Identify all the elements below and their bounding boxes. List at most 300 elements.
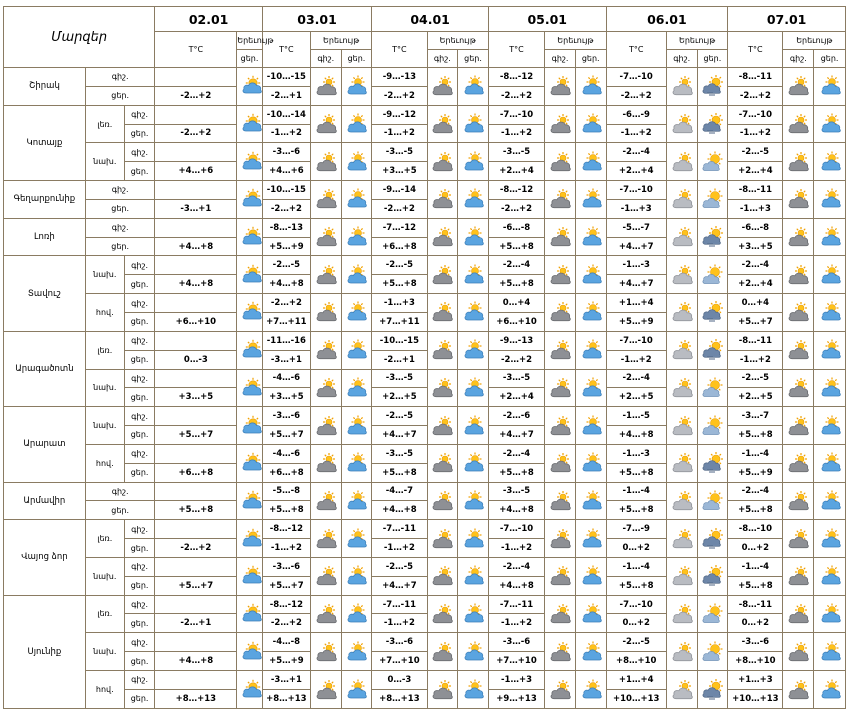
weather-icon: [239, 680, 261, 700]
weather-icon: [819, 340, 841, 360]
weather-day-cell: [575, 143, 606, 181]
weather-icon: [315, 566, 337, 586]
weather-icon: [431, 152, 453, 172]
weather-day-cell: [458, 595, 489, 633]
temp-day: +3…+5: [155, 388, 237, 407]
weather-day-cell: [575, 331, 606, 369]
weather-icon: [239, 529, 261, 549]
period-day-label: ցեր.: [124, 539, 155, 558]
weather-icon: [549, 114, 571, 134]
temp-night: -7…-11: [372, 520, 427, 539]
weather-icon: [787, 566, 809, 586]
weather-night-cell: [310, 331, 341, 369]
weather-night-cell: [545, 444, 576, 482]
temp-day: +2…+5: [606, 388, 666, 407]
weather-icon: [239, 227, 261, 247]
weather-day-cell: [458, 181, 489, 219]
period-night-label: գիշ.: [124, 407, 155, 426]
temp-night: -1…-4: [606, 557, 666, 576]
region-name: Վայոց ձոր: [4, 520, 86, 595]
temp-day: +6…+10: [488, 312, 544, 331]
table-row: [4, 331, 846, 350]
weather-night-cell: [427, 520, 458, 558]
temp-night: -1…-4: [728, 444, 783, 463]
weather-night-cell: [310, 520, 341, 558]
temp-night: -8…-11: [728, 181, 783, 200]
temp-night: -6…-9: [606, 105, 666, 124]
temp-night: -4…-6: [262, 369, 310, 388]
temp-night: [155, 105, 237, 124]
weather-icon: [580, 340, 602, 360]
weather-night-cell: [783, 407, 814, 445]
temp-day: -1…+2: [372, 124, 427, 143]
weather-icon: [819, 566, 841, 586]
weather-day-cell: [575, 444, 606, 482]
temp-night: -8…-11: [728, 595, 783, 614]
weather-icon: [819, 529, 841, 549]
temp-day: +4…+8: [606, 426, 666, 445]
weather-day-cell: [458, 105, 489, 143]
weather-icon: [580, 529, 602, 549]
weather-day-cell: [575, 218, 606, 256]
weather-icon: [580, 604, 602, 624]
weather-day-cell: [575, 294, 606, 332]
weather-icon: [431, 491, 453, 511]
period-day-label: ցեր.: [124, 614, 155, 633]
temp-night: [155, 369, 237, 388]
table-row: [4, 369, 846, 388]
weather-icon: [549, 566, 571, 586]
weather-icon: [671, 114, 693, 134]
weather-icon: [315, 642, 337, 662]
weather-night-cell: [427, 444, 458, 482]
weather-icon: [671, 604, 693, 624]
weather-night-cell: [666, 633, 697, 671]
temp-day: +4…+7: [488, 426, 544, 445]
weather-day-cell: [575, 520, 606, 558]
date-header: 04.01: [372, 7, 489, 32]
table-header: [4, 7, 846, 68]
weather-icon: [431, 453, 453, 473]
weather-icon: [701, 604, 723, 624]
temp-day: +8…+10: [606, 652, 666, 671]
temp-header: T°C: [372, 32, 427, 68]
period-night-label: գիշ.: [85, 218, 155, 237]
weather-night-cell: [783, 369, 814, 407]
weather-cell: [237, 105, 263, 143]
weather-icon: [671, 265, 693, 285]
temp-day: +5…+8: [372, 463, 427, 482]
temp-day: +4…+8: [155, 275, 237, 294]
temp-day: +10…+13: [728, 689, 783, 708]
weather-night-cell: [427, 482, 458, 520]
weather-day-cell: [341, 444, 372, 482]
temp-header: T°C: [262, 32, 310, 68]
temp-night: [155, 181, 237, 200]
forecast-table: [3, 6, 846, 709]
weather-icon: [549, 302, 571, 322]
temp-night: -6…-8: [728, 218, 783, 237]
region-name: Արմավիր: [4, 482, 86, 520]
temp-day: +6…+8: [372, 237, 427, 256]
weather-icon: [462, 491, 484, 511]
temp-night: -9…-13: [372, 68, 427, 87]
weather-day-cell: [575, 181, 606, 219]
weather-icon: [671, 680, 693, 700]
weather-day-cell: [697, 294, 728, 332]
weather-night-cell: [310, 218, 341, 256]
weather-icon: [462, 152, 484, 172]
temp-day: -1…+2: [262, 124, 310, 143]
table-row: [4, 143, 846, 162]
period-day-label: ցեր.: [124, 312, 155, 331]
temp-night: -3…-6: [262, 407, 310, 426]
weather-night-cell: [783, 633, 814, 671]
weather-day-cell: [341, 482, 372, 520]
temp-night: -2…-5: [606, 633, 666, 652]
temp-day: +3…+5: [372, 162, 427, 181]
period-day-label: ցեր.: [124, 576, 155, 595]
period-day-label: ցեր.: [124, 275, 155, 294]
weather-cell: [237, 407, 263, 445]
temp-day: +4…+7: [606, 237, 666, 256]
weather-icon: [239, 378, 261, 398]
weather-cell: [237, 444, 263, 482]
weather-icon: [431, 76, 453, 96]
temp-night: -9…-12: [372, 105, 427, 124]
weather-icon: [462, 453, 484, 473]
weather-icon: [315, 416, 337, 436]
weather-icon: [671, 529, 693, 549]
weather-icon: [462, 416, 484, 436]
weather-icon: [315, 265, 337, 285]
weather-cell: [237, 557, 263, 595]
weather-day-cell: [341, 294, 372, 332]
zone-label: հով.: [85, 294, 124, 332]
temp-night: -8…-12: [488, 68, 544, 87]
period-night-label: գիշ.: [124, 595, 155, 614]
weather-day-cell: [814, 633, 846, 671]
weather-night-cell: [666, 557, 697, 595]
weather-night-cell: [545, 407, 576, 445]
table-row: [4, 595, 846, 614]
temp-night: -8…-12: [262, 595, 310, 614]
weather-day-cell: [458, 294, 489, 332]
weather-icon: [671, 189, 693, 209]
weather-icon: [431, 340, 453, 360]
weather-night-cell: [783, 68, 814, 106]
temp-night: [155, 331, 237, 350]
weather-icon: [239, 566, 261, 586]
temp-night: -10…-15: [262, 181, 310, 200]
weather-night-cell: [310, 143, 341, 181]
temp-day: +2…+4: [728, 162, 783, 181]
temp-day: -2…+2: [488, 86, 544, 105]
period-night-label: գիշ.: [124, 633, 155, 652]
weather-icon: [819, 453, 841, 473]
temp-day: +5…+8: [728, 501, 783, 520]
table-row: [4, 444, 846, 463]
weather-icon: [462, 378, 484, 398]
weather-icon: [431, 566, 453, 586]
weather-cell: [237, 595, 263, 633]
weather-icon: [671, 227, 693, 247]
weather-icon: [701, 265, 723, 285]
phenomena-day-header: ցեր.: [697, 50, 728, 68]
region-name: Գեղարքունիք: [4, 181, 86, 219]
temp-day: -2…+1: [262, 86, 310, 105]
weather-icon: [787, 227, 809, 247]
temp-day: +5…+8: [728, 426, 783, 445]
weather-night-cell: [666, 369, 697, 407]
weather-night-cell: [310, 105, 341, 143]
weather-icon: [549, 491, 571, 511]
temp-day: +10…+13: [606, 689, 666, 708]
period-day-label: ցեր.: [85, 501, 155, 520]
weather-icon: [549, 340, 571, 360]
weather-icon: [580, 416, 602, 436]
temp-day: -1…+2: [372, 614, 427, 633]
weather-icon: [431, 302, 453, 322]
weather-icon: [819, 189, 841, 209]
period-day-label: ցեր.: [85, 237, 155, 256]
weather-night-cell: [310, 294, 341, 332]
temp-day: +2…+5: [728, 388, 783, 407]
weather-cell: [237, 256, 263, 294]
temp-night: [155, 520, 237, 539]
temp-night: -2…-5: [372, 407, 427, 426]
temp-day: -1…+2: [488, 124, 544, 143]
weather-icon: [671, 642, 693, 662]
table-row: [4, 181, 846, 200]
temp-night: -5…-8: [262, 482, 310, 501]
temp-day: +6…+10: [155, 312, 237, 331]
temp-night: -3…-5: [372, 143, 427, 162]
region-name: Կոտայք: [4, 105, 86, 180]
weather-night-cell: [310, 482, 341, 520]
weather-icon: [580, 114, 602, 134]
weather-icon: [787, 453, 809, 473]
weather-day-cell: [575, 595, 606, 633]
weather-day-cell: [814, 68, 846, 106]
weather-day-cell: [697, 218, 728, 256]
weather-night-cell: [666, 331, 697, 369]
weather-day-cell: [697, 633, 728, 671]
weather-icon: [549, 76, 571, 96]
weather-icon: [819, 642, 841, 662]
weather-icon: [701, 76, 723, 96]
weather-day-cell: [697, 595, 728, 633]
weather-night-cell: [545, 671, 576, 709]
temp-night: -8…-13: [262, 218, 310, 237]
period-day-label: ցեր.: [124, 350, 155, 369]
weather-icon: [701, 378, 723, 398]
weather-day-cell: [814, 482, 846, 520]
zone-label: հով.: [85, 444, 124, 482]
weather-day-cell: [697, 407, 728, 445]
weather-icon: [345, 114, 367, 134]
temp-day: -2…+1: [372, 350, 427, 369]
temp-night: -7…-10: [606, 331, 666, 350]
table-row: [4, 407, 846, 426]
weather-cell: [237, 369, 263, 407]
temp-day: -1…+3: [606, 199, 666, 218]
weather-icon: [549, 453, 571, 473]
temp-night: -3…-7: [728, 407, 783, 426]
weather-night-cell: [427, 105, 458, 143]
weather-icon: [549, 529, 571, 549]
weather-icon: [701, 227, 723, 247]
date-header: 02.01: [155, 7, 262, 32]
temp-day: -2…+2: [262, 199, 310, 218]
zone-label: նախ.: [85, 557, 124, 595]
temp-day: +9…+13: [488, 689, 544, 708]
weather-icon: [315, 302, 337, 322]
temp-night: -1…-4: [606, 482, 666, 501]
weather-icon: [549, 265, 571, 285]
phenomena-day-header: ցեր.: [458, 50, 489, 68]
temp-night: +1…+4: [606, 294, 666, 313]
weather-icon: [701, 453, 723, 473]
weather-icon: [315, 152, 337, 172]
weather-icon: [462, 340, 484, 360]
temp-night: -3…-6: [372, 633, 427, 652]
temp-header: T°C: [155, 32, 237, 68]
weather-icon: [701, 416, 723, 436]
weather-icon: [580, 265, 602, 285]
temp-day: 0…+2: [728, 539, 783, 558]
temp-day: -1…+2: [262, 539, 310, 558]
region-name: Արարատ: [4, 407, 86, 482]
weather-icon: [549, 680, 571, 700]
weather-night-cell: [427, 256, 458, 294]
weather-day-cell: [575, 557, 606, 595]
phenomena-header: Երեւույթ: [783, 32, 846, 50]
temp-night: -2…-4: [488, 557, 544, 576]
temp-night: -3…+1: [262, 671, 310, 690]
temp-night: -3…-5: [488, 482, 544, 501]
weather-day-cell: [697, 181, 728, 219]
weather-icon: [580, 76, 602, 96]
temp-day: +5…+8: [488, 463, 544, 482]
weather-night-cell: [427, 633, 458, 671]
phenomena-night-header: գիշ.: [310, 50, 341, 68]
weather-icon: [819, 416, 841, 436]
table-row: [4, 68, 846, 87]
weather-night-cell: [427, 218, 458, 256]
zone-label: նախ.: [85, 143, 124, 181]
period-night-label: գիշ.: [124, 557, 155, 576]
phenomena-night-header: գիշ.: [545, 50, 576, 68]
temp-night: -3…-6: [728, 633, 783, 652]
weather-night-cell: [427, 671, 458, 709]
weather-day-cell: [814, 331, 846, 369]
temp-night: [155, 633, 237, 652]
weather-icon: [787, 114, 809, 134]
weather-night-cell: [545, 520, 576, 558]
weather-icon: [819, 604, 841, 624]
temp-day: +2…+4: [728, 275, 783, 294]
temp-night: -1…-3: [606, 444, 666, 463]
weather-icon: [315, 529, 337, 549]
weather-day-cell: [458, 407, 489, 445]
temp-day: -1…+2: [372, 539, 427, 558]
temp-day: -2…+2: [155, 86, 237, 105]
temp-day: -2…+2: [606, 86, 666, 105]
weather-night-cell: [545, 595, 576, 633]
weather-icon: [671, 453, 693, 473]
weather-day-cell: [341, 218, 372, 256]
weather-icon: [315, 491, 337, 511]
weather-icon: [787, 529, 809, 549]
table-row: [4, 294, 846, 313]
weather-icon: [787, 189, 809, 209]
temp-night: -2…-4: [728, 256, 783, 275]
phenomena-day-header: ցեր.: [575, 50, 606, 68]
temp-night: -2…-5: [262, 256, 310, 275]
weather-night-cell: [783, 520, 814, 558]
phenomena-day-header: ցեր.: [237, 50, 263, 68]
weather-icon: [819, 76, 841, 96]
weather-day-cell: [697, 557, 728, 595]
table-row: [4, 256, 846, 275]
weather-day-cell: [341, 105, 372, 143]
weather-icon: [671, 302, 693, 322]
temp-night: -8…-12: [488, 181, 544, 200]
table-body: [4, 68, 846, 709]
temp-night: -3…-6: [262, 557, 310, 576]
weather-icon: [345, 453, 367, 473]
phenomena-header: Երեւույթ: [545, 32, 606, 50]
temp-day: +5…+8: [155, 501, 237, 520]
period-day-label: ցեր.: [124, 162, 155, 181]
weather-night-cell: [310, 369, 341, 407]
region-name: Լոռի: [4, 218, 86, 256]
weather-day-cell: [341, 68, 372, 106]
period-day-label: ցեր.: [85, 199, 155, 218]
weather-icon: [701, 642, 723, 662]
weather-icon: [819, 152, 841, 172]
weather-icon: [671, 76, 693, 96]
weather-night-cell: [666, 407, 697, 445]
weather-icon: [345, 378, 367, 398]
temp-day: +4…+6: [155, 162, 237, 181]
temp-day: -2…+1: [155, 614, 237, 633]
weather-icon: [580, 680, 602, 700]
weather-night-cell: [545, 218, 576, 256]
temp-night: -3…-6: [488, 633, 544, 652]
weather-icon: [787, 152, 809, 172]
weather-icon: [701, 680, 723, 700]
temp-night: [155, 218, 237, 237]
table-row: [4, 633, 846, 652]
weather-day-cell: [458, 444, 489, 482]
phenomena-day-header: ցեր.: [341, 50, 372, 68]
weather-day-cell: [458, 143, 489, 181]
temp-night: -7…-9: [606, 520, 666, 539]
weather-day-cell: [814, 557, 846, 595]
weather-icon: [580, 491, 602, 511]
weather-icon: [345, 302, 367, 322]
weather-day-cell: [814, 105, 846, 143]
zone-label: հով.: [85, 671, 124, 709]
temp-night: [155, 68, 237, 87]
weather-day-cell: [575, 105, 606, 143]
weather-icon: [462, 642, 484, 662]
temp-night: -2…-4: [606, 369, 666, 388]
weather-icon: [315, 340, 337, 360]
weather-day-cell: [458, 68, 489, 106]
